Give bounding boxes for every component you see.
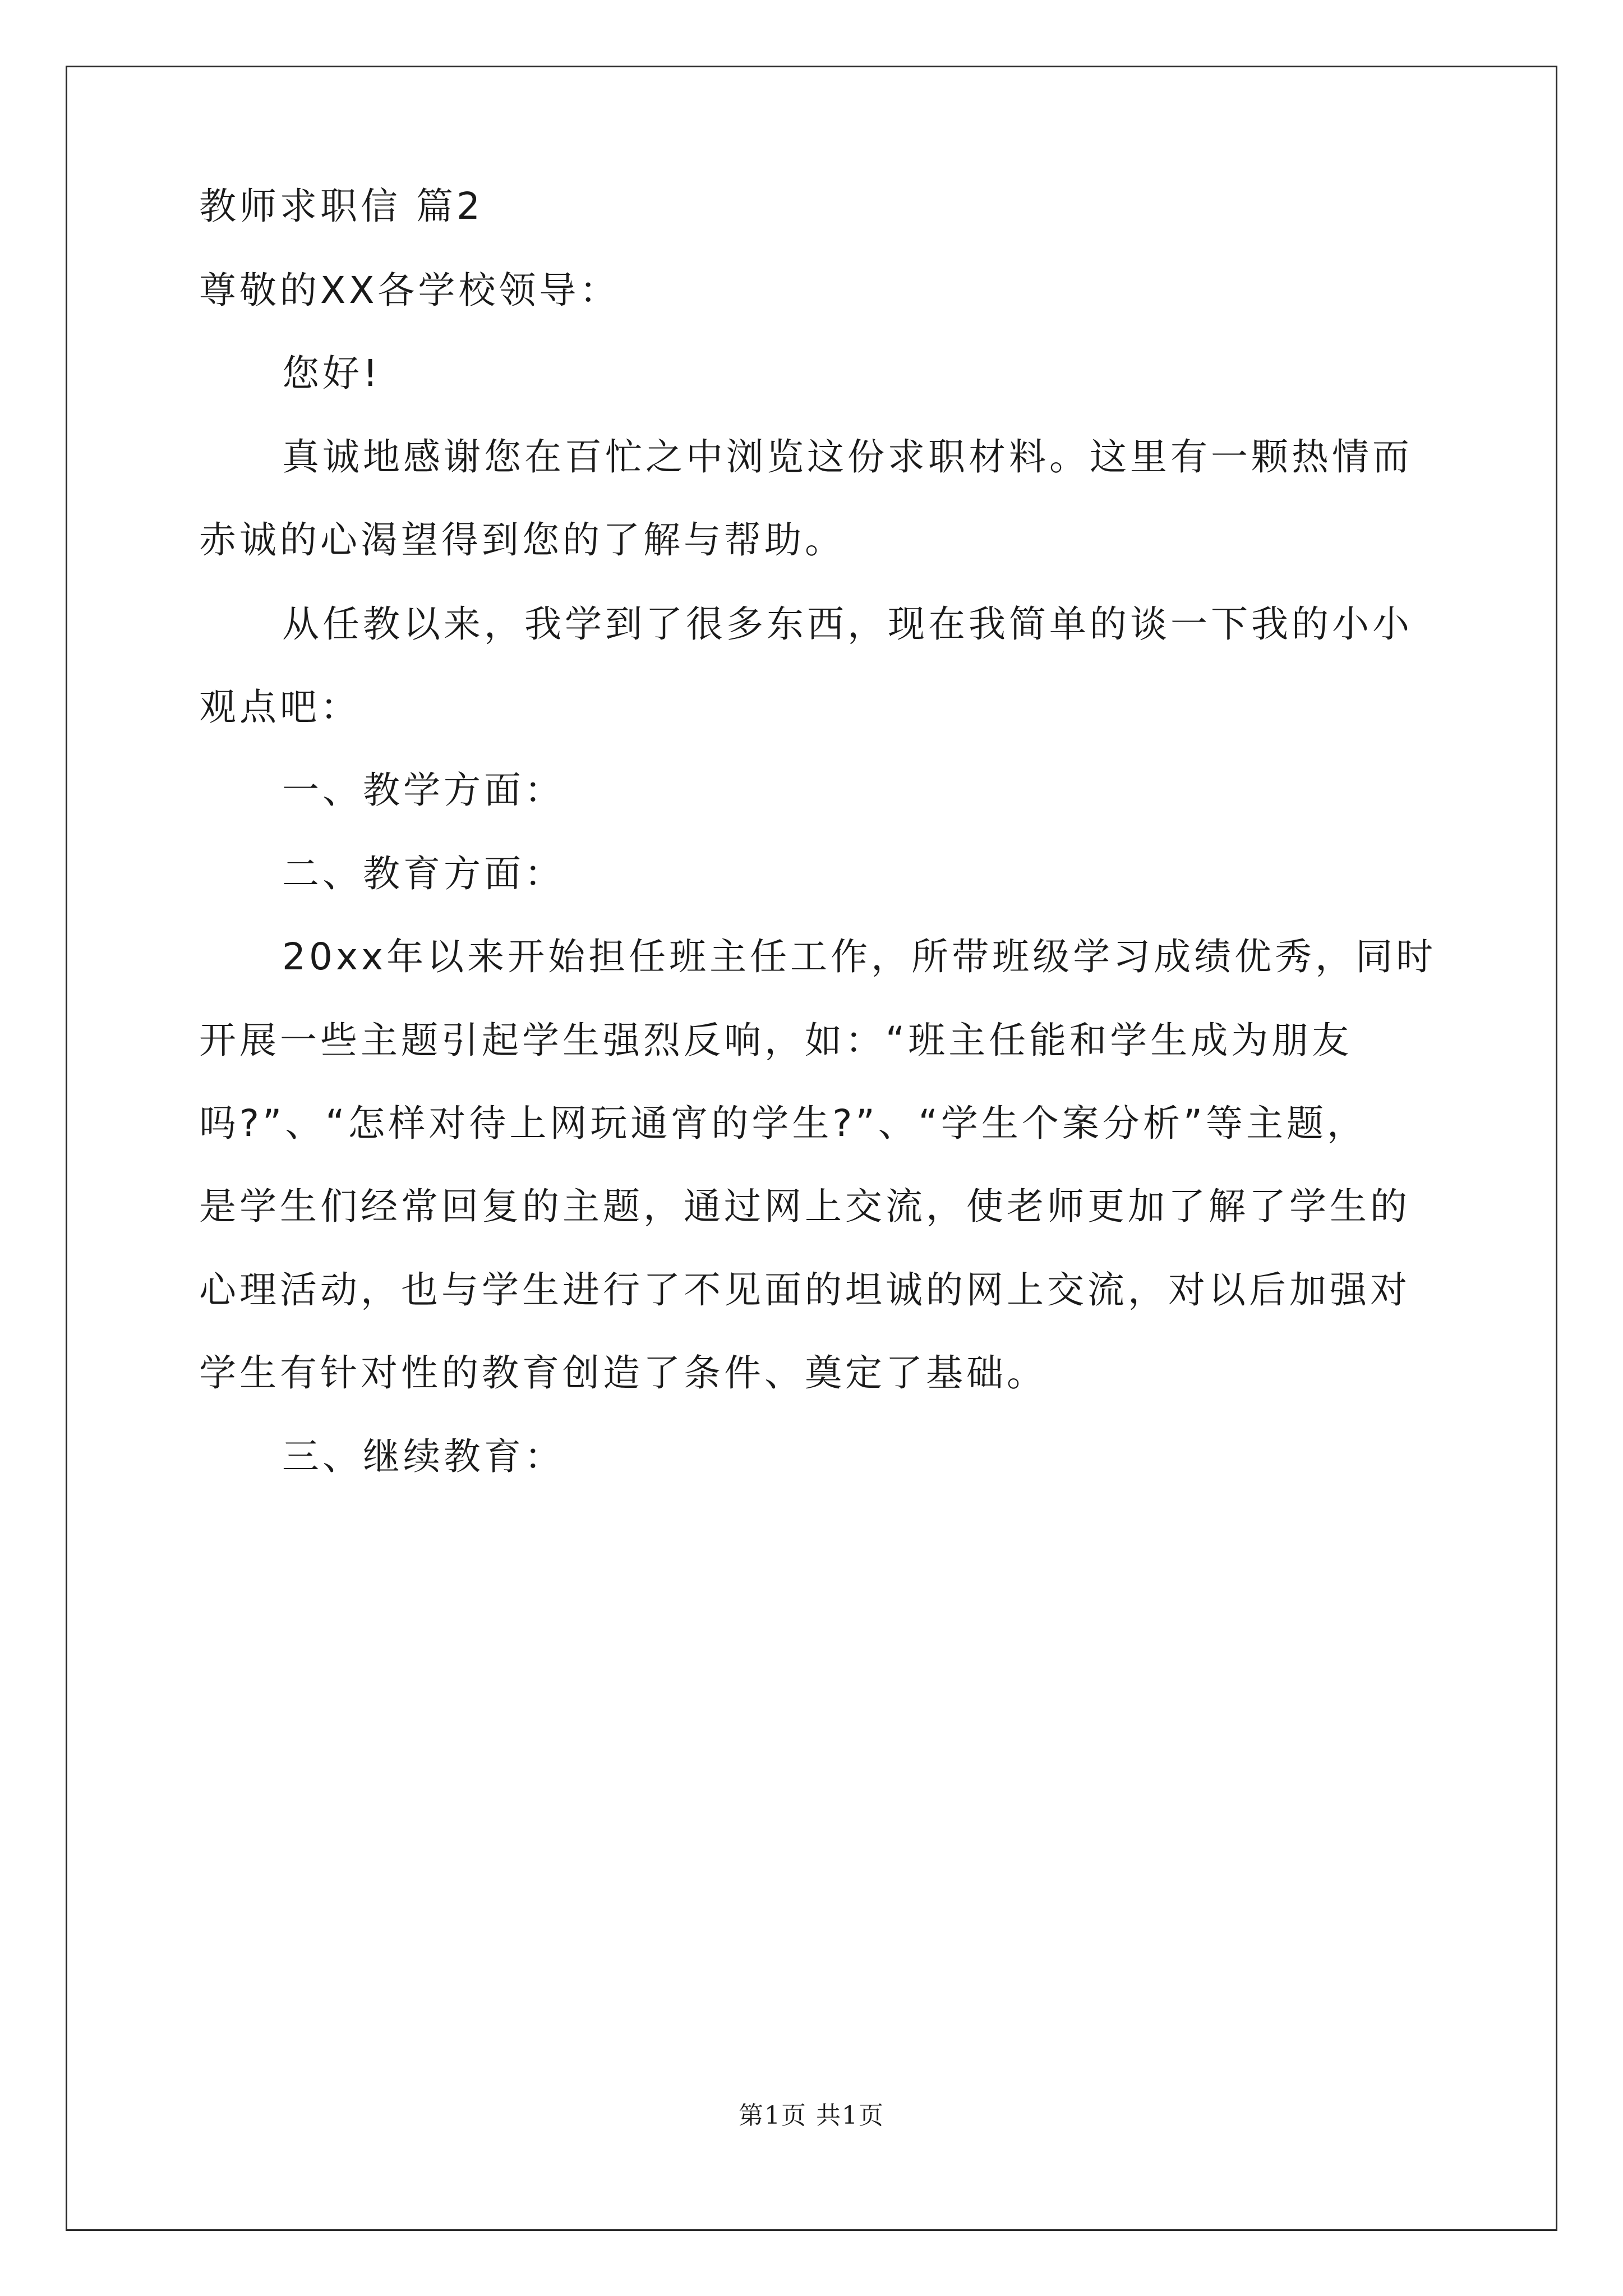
paragraph-line: 心理活动，也与学生进行了不见面的坦诚的网上交流，对以后加强对 xyxy=(199,1268,1410,1312)
paragraph-line: 是学生们经常回复的主题，通过网上交流，使老师更加了解了学生的 xyxy=(199,1185,1410,1228)
paragraph-line: 吗?”、“怎样对待上网玩通宵的学生?”、“学生个案分析”等主题， xyxy=(199,1102,1368,1145)
paragraph-line: 观点吧： xyxy=(199,685,361,729)
paragraph-line: 学生有针对性的教育创造了条件、奠定了基础。 xyxy=(199,1351,1047,1395)
paragraph-line: 赤诚的心渴望得到您的了解与帮助。 xyxy=(199,518,845,562)
section-heading-education: 二、教育方面： xyxy=(282,852,565,895)
salutation: 尊敬的XX各学校领导： xyxy=(199,269,620,312)
greeting: 您好! xyxy=(282,352,381,395)
section-heading-teaching: 一、教学方面： xyxy=(282,769,565,812)
section-heading-continuing-education: 三、继续教育： xyxy=(282,1435,565,1478)
paragraph-line: 真诚地感谢您在百忙之中浏览这份求职材料。这里有一颗热情而 xyxy=(282,435,1413,478)
paragraph-line: 20xx年以来开始担任班主任工作，所带班级学习成绩优秀，同时 xyxy=(282,935,1437,978)
document-heading: 教师求职信 篇2 xyxy=(199,185,483,228)
paragraph-line: 从任教以来，我学到了很多东西，现在我简单的谈一下我的小小 xyxy=(282,602,1413,646)
page-footer: 第1页 共1页 xyxy=(739,2101,884,2130)
paragraph-line: 开展一些主题引起学生强烈反响，如：“班主任能和学生成为朋友 xyxy=(199,1019,1353,1062)
